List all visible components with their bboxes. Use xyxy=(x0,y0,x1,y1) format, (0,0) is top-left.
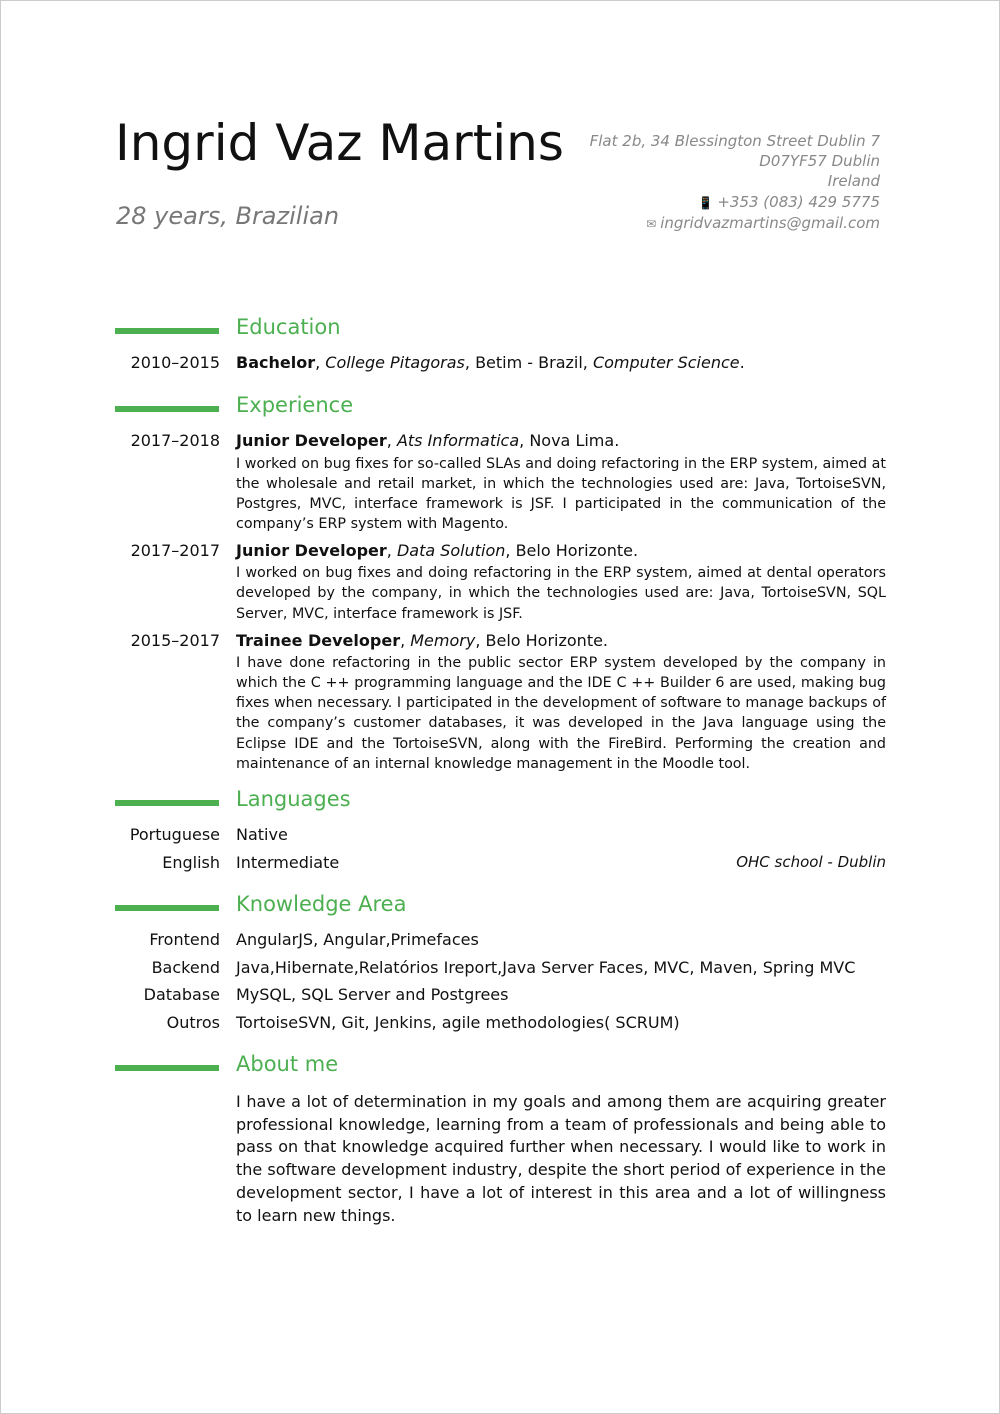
knowledge-items: MySQL, SQL Server and Postgrees xyxy=(236,985,509,1004)
knowledge-area: Frontend xyxy=(149,930,220,949)
knowledge-items: AngularJS, Angular,Primefaces xyxy=(236,930,479,949)
experience-section xyxy=(0,393,1000,777)
entry-description: I worked on bug fixes for so-called SLAs and doing refactoring in the ERP system, aimed at the wholesale and retail market, in which the technologies used are: Java, TortoiseSVN, Postgres, MVC, interface framework is JSF. I participated in the communication of the company’s ERP system with Magento. xyxy=(236,455,886,532)
language-entry xyxy=(0,849,1000,877)
language-note: OHC school - Dublin xyxy=(736,852,886,871)
envelope-icon: ✉ xyxy=(646,216,657,231)
knowledge-area: Database xyxy=(143,985,220,1004)
school: College Pitagoras xyxy=(325,353,465,372)
knowledge-items: Java,Hibernate,Relatórios Ireport,Java Server Faces, MVC, Maven, Spring MVC xyxy=(236,957,856,977)
contact-block xyxy=(590,131,880,234)
field: Computer Science xyxy=(592,353,740,372)
section-bar xyxy=(115,905,219,911)
experience-entry: 2015–2017 Trainee Developer, Memory, Belo Horizonte. xyxy=(0,627,1000,655)
about-section xyxy=(0,1052,1000,1227)
phone xyxy=(590,192,880,213)
language-name: English xyxy=(162,852,220,872)
tagline: 28 years, Brazilian xyxy=(116,202,340,230)
knowledge-entry xyxy=(0,954,1000,982)
entry-description: I have done refactoring in the public sector ERP system developed by the company in which the C ++ programming language and the IDE C ++ Builder 6 are used, making bug fixes when necessary. I participated in the development of software to manage backups of the company’s customer databases, it was developed in the Java language using the Eclipse IDE and the TortoiseSVN, along with the FireBird. Performing the creation and maintenance of an internal knowledge management in the Moodle tool. xyxy=(236,655,886,772)
section-bar xyxy=(115,406,219,412)
language-level: Intermediate xyxy=(236,852,340,872)
section-bar xyxy=(115,800,219,806)
language-level: Native xyxy=(236,825,288,844)
address-line: Ireland xyxy=(827,172,880,191)
degree: Bachelor xyxy=(236,353,316,372)
knowledge-area: Backend xyxy=(151,957,220,977)
knowledge-items: TortoiseSVN, Git, Jenkins, agile methodologies( SCRUM) xyxy=(236,1012,680,1032)
address-line: D07YF57 Dublin xyxy=(759,152,880,171)
knowledge-section xyxy=(0,892,1000,1036)
place: Betim - Brazil xyxy=(475,353,583,372)
email xyxy=(590,213,880,234)
knowledge-area: Outros xyxy=(166,1012,220,1032)
entry-description: I worked on bug fixes and doing refactoring in the ERP system, aimed at dental operators developed by the company, in which the technologies used are: Java, TortoiseSVN, SQL Server, MVC, interface framework is JSF. xyxy=(236,565,886,622)
language-entry xyxy=(0,821,1000,849)
education-section xyxy=(0,315,1000,377)
experience-entry: 2017–2018 Junior Developer, Ats Informatica, Nova Lima. xyxy=(0,427,1000,455)
entry-date: 2017–2017 xyxy=(130,540,220,560)
entry-date: 2010–2015 xyxy=(130,353,220,372)
knowledge-entry xyxy=(0,1009,1000,1037)
role: Trainee Developer xyxy=(236,630,401,650)
place: Belo Horizonte. xyxy=(485,630,609,650)
place: Nova Lima. xyxy=(529,431,620,450)
language-name: Portuguese xyxy=(129,825,220,844)
entry-date: 2017–2018 xyxy=(130,431,220,450)
candidate-name: Ingrid Vaz Martins xyxy=(115,114,564,172)
section-bar xyxy=(115,1065,219,1071)
languages-section xyxy=(0,787,1000,876)
section-title: Experience xyxy=(236,393,354,417)
role: Junior Developer xyxy=(236,540,387,560)
company: Ats Informatica xyxy=(396,431,520,450)
company: Memory xyxy=(410,630,476,650)
entry-date: 2015–2017 xyxy=(130,630,220,650)
knowledge-entry xyxy=(0,981,1000,1009)
section-title: Languages xyxy=(236,787,351,811)
role: Junior Developer xyxy=(236,431,387,450)
experience-entry: 2017–2017 Junior Developer, Data Solution, Belo Horizonte. xyxy=(0,537,1000,565)
section-title: Knowledge Area xyxy=(236,892,407,916)
education-entry: 2010–2015 Bachelor, College Pitagoras, Betim - Brazil, Computer Science. xyxy=(0,349,1000,377)
phone-number: +353 (083) 429 5775 xyxy=(717,192,880,211)
company: Data Solution xyxy=(396,540,506,560)
section-title: Education xyxy=(236,315,341,339)
knowledge-entry xyxy=(0,926,1000,954)
phone-icon: 📱 xyxy=(698,195,714,210)
section-bar xyxy=(115,328,219,334)
about-text: I have a lot of determination in my goals and among them are acquiring greater professional knowledge, learning from a team of professionals and being able to pass on that knowledge acquired further when necessary. I would like to work in the software development industry, despite the short period of experience in the development sector, I have a lot of interest in this area and a lot of willingness to learn new things. xyxy=(236,1092,886,1225)
place: Belo Horizonte. xyxy=(515,540,639,560)
email-address[interactable]: ingridvazmartins@gmail.com xyxy=(660,213,880,232)
section-title: About me xyxy=(236,1052,339,1076)
address-line: Flat 2b, 34 Blessington Street Dublin 7 xyxy=(589,132,880,150)
